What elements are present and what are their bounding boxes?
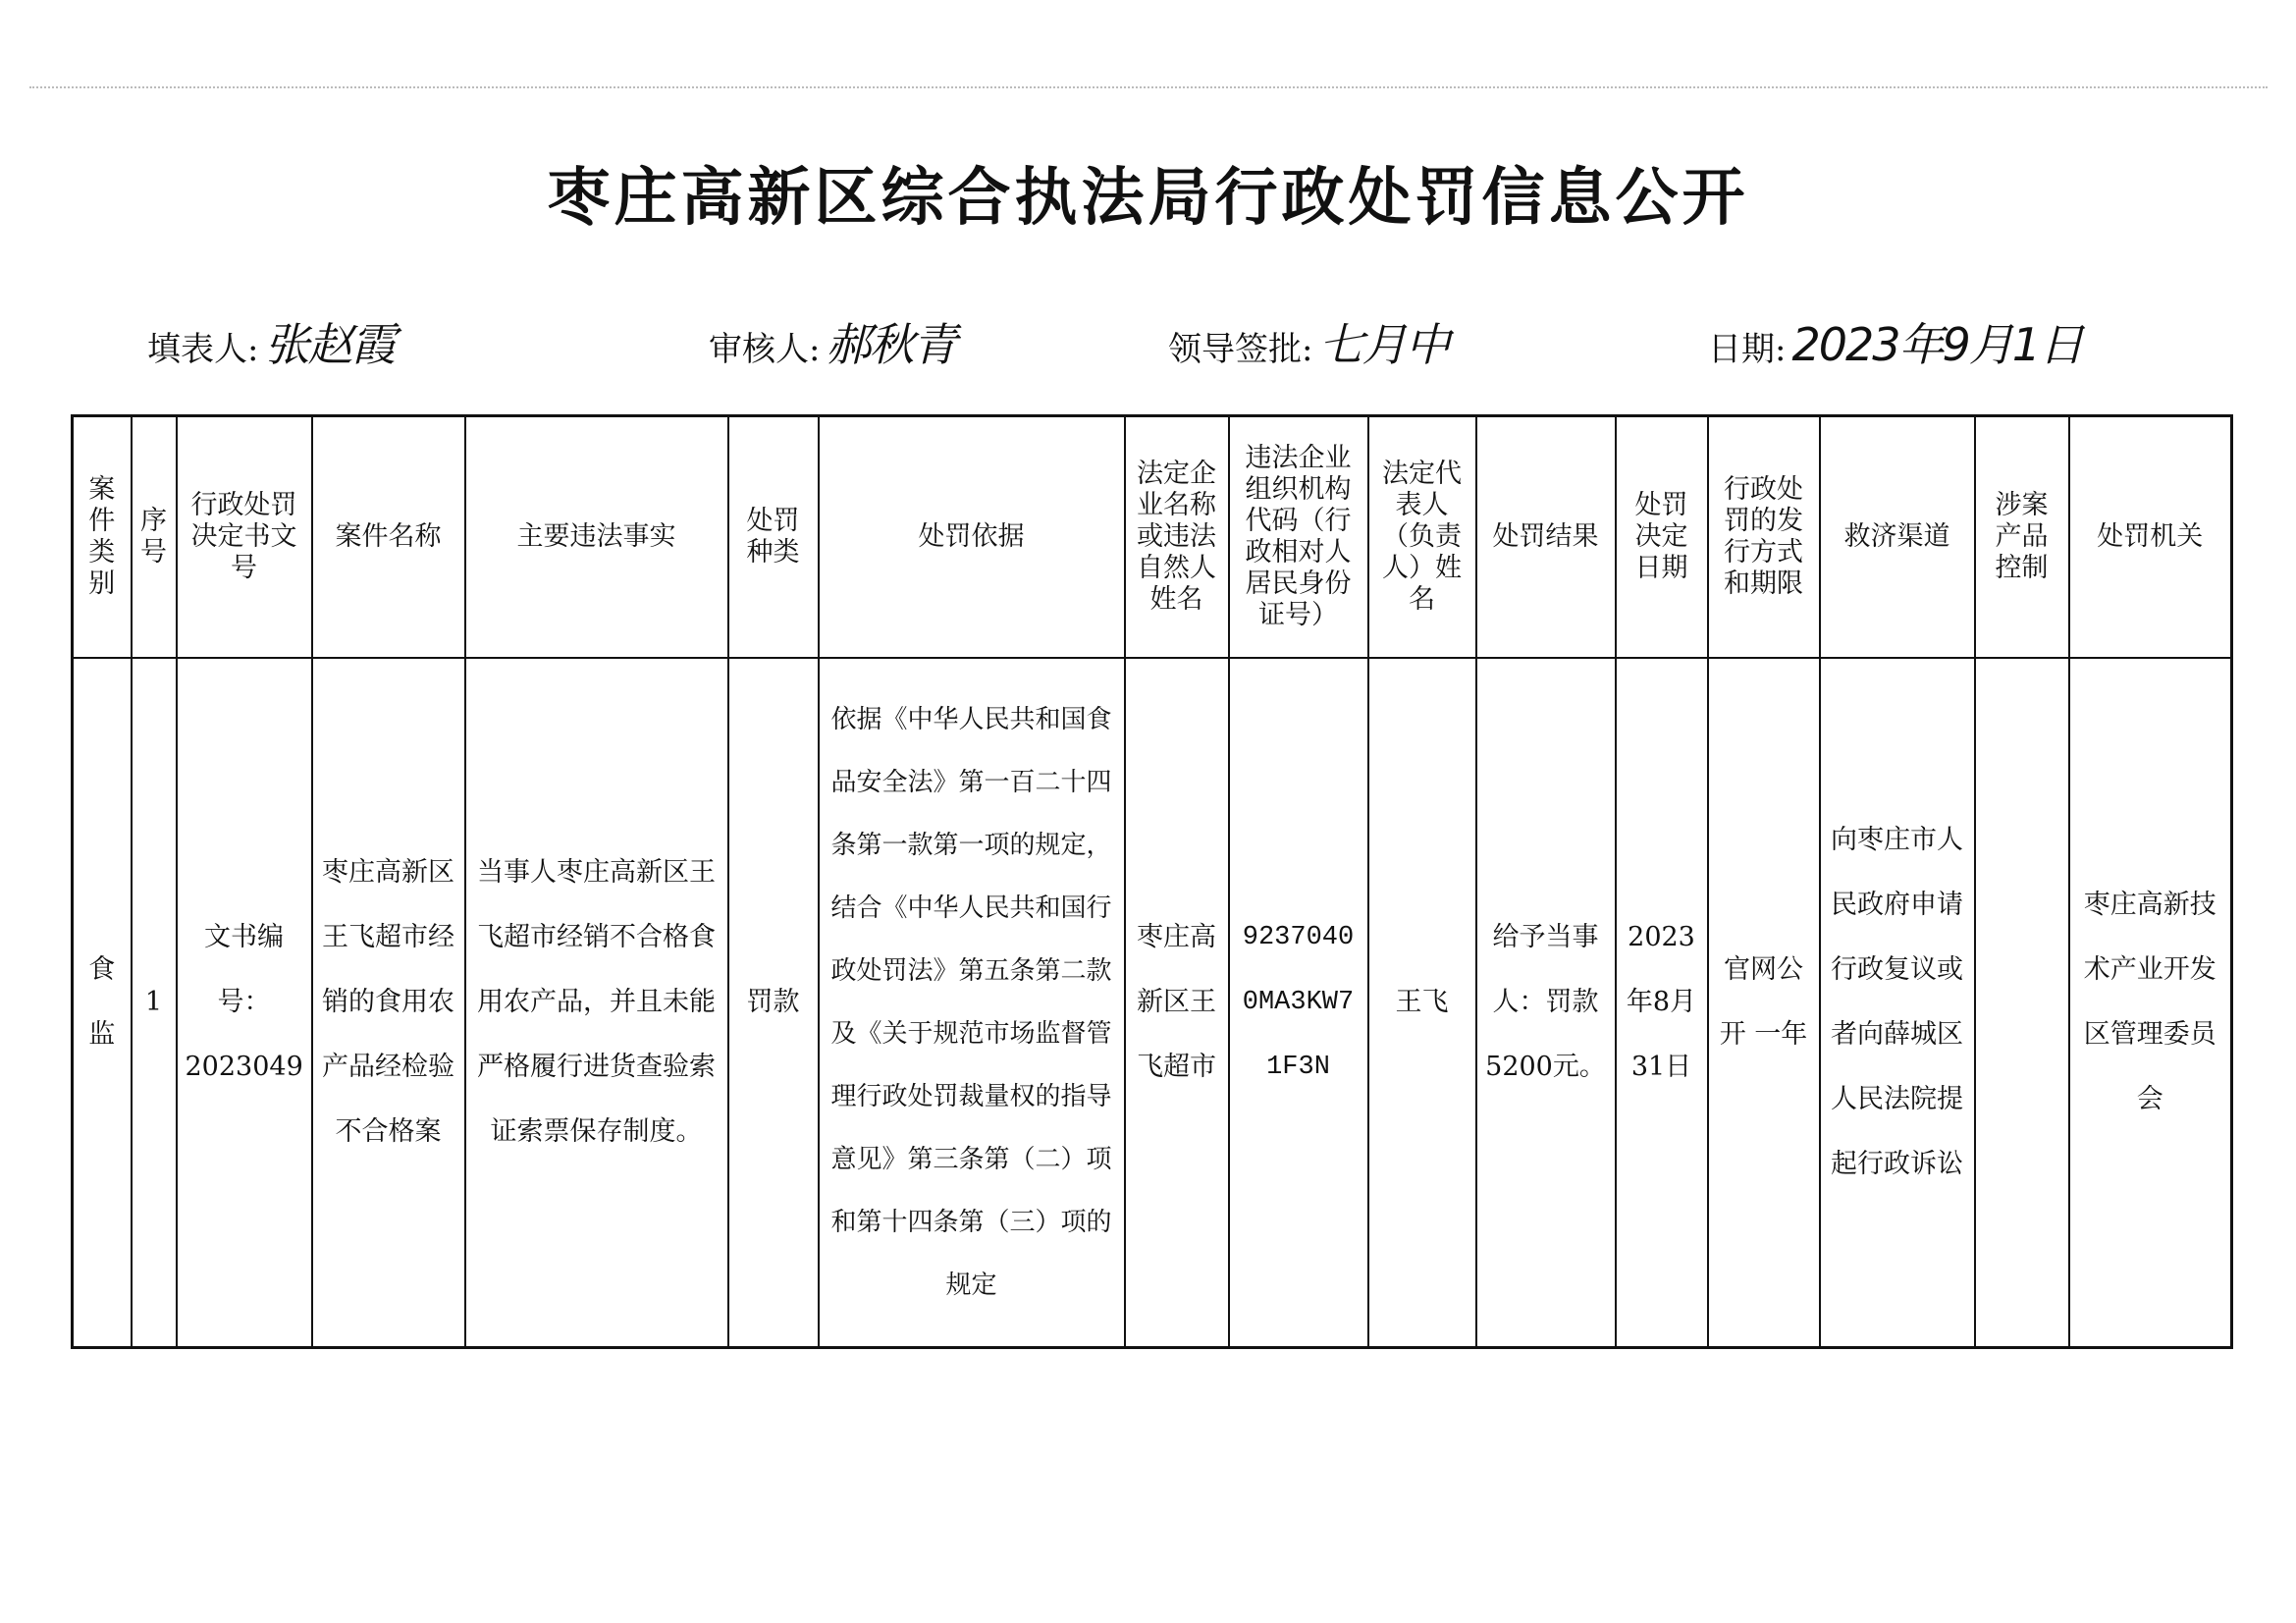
col-header-party-name: 法定企业名称或违法自然人姓名 xyxy=(1125,416,1229,659)
table-row xyxy=(73,658,2232,1348)
col-header-remedy: 救济渠道 xyxy=(1820,416,1975,659)
col-header-seq: 序号 xyxy=(132,416,177,659)
filler-label: 填表人: xyxy=(147,330,259,369)
scan-artifact-line xyxy=(29,86,2268,94)
date-value: 2023年9月1日 xyxy=(1791,318,2083,371)
cell-category: 食监 xyxy=(73,658,132,1348)
col-header-doc-no: 行政处罚决定书文号 xyxy=(177,416,312,659)
page-title: 枣庄高新区综合执法局行政处罚信息公开 xyxy=(547,162,1749,235)
reviewer-field xyxy=(709,309,955,374)
reviewer-signature: 郝秋青 xyxy=(826,318,956,371)
col-header-basis: 处罚依据 xyxy=(819,416,1125,659)
col-header-penalty-type: 处罚种类 xyxy=(728,416,819,659)
cell-seq: 1 xyxy=(132,658,177,1348)
table-header-row xyxy=(73,416,2232,659)
cell-doc-no: 文书编号：2023049 xyxy=(177,658,312,1348)
cell-remedy: 向枣庄市人民政府申请行政复议或者向薛城区人民法院提起行政诉讼 xyxy=(1820,658,1975,1348)
col-header-authority: 处罚机关 xyxy=(2069,416,2232,659)
col-header-category: 案件类别 xyxy=(73,416,132,659)
cell-authority: 枣庄高新技术产业开发区管理委员会 xyxy=(2069,658,2232,1348)
col-header-org-code: 违法企业组织机构代码（行政相对人居民身份证号） xyxy=(1229,416,1368,659)
cell-party-name: 枣庄高新区王飞超市 xyxy=(1125,658,1229,1348)
filler-field xyxy=(147,309,394,374)
cell-case-name: 枣庄高新区王飞超市经销的食用农产品经检验不合格案 xyxy=(312,658,465,1348)
leader-field xyxy=(1168,309,1448,374)
col-header-case-name: 案件名称 xyxy=(312,416,465,659)
col-header-publish-method: 行政处罚的发行方式和期限 xyxy=(1708,416,1820,659)
cell-product-control xyxy=(1975,658,2069,1348)
cell-basis: 依据《中华人民共和国食品安全法》第一百二十四条第一款第一项的规定，结合《中华人民共和国行政处罚法》第五条第二款及《关于规范市场监督管理行政处罚裁量权的指导意见》第三条第（二）项和第十四条第（三）项的规定 xyxy=(819,658,1125,1348)
cell-penalty-type: 罚款 xyxy=(728,658,819,1348)
col-header-decision-date: 处罚决定日期 xyxy=(1616,416,1708,659)
cell-org-code: 92370400MA3KW71F3N xyxy=(1229,658,1368,1348)
col-header-result: 处罚结果 xyxy=(1476,416,1616,659)
col-header-legal-rep: 法定代表人（负责人）姓名 xyxy=(1368,416,1476,659)
leader-signature: 七月中 xyxy=(1318,318,1449,371)
cell-facts: 当事人枣庄高新区王飞超市经销不合格食用农产品，并且未能严格履行进货查验索证索票保存制度。 xyxy=(465,658,728,1348)
col-header-product-control: 涉案产品控制 xyxy=(1975,416,2069,659)
leader-label: 领导签批: xyxy=(1168,330,1313,369)
col-header-facts: 主要违法事实 xyxy=(465,416,728,659)
cell-result: 给予当事人：罚款5200元。 xyxy=(1476,658,1616,1348)
date-field xyxy=(1708,309,2082,374)
date-label: 日期: xyxy=(1708,330,1787,369)
filler-signature: 张赵霞 xyxy=(264,318,395,371)
cell-decision-date: 2023年8月31日 xyxy=(1616,658,1708,1348)
reviewer-label: 审核人: xyxy=(709,330,821,369)
cell-publish-method: 官网公开 一年 xyxy=(1708,658,1820,1348)
cell-legal-rep: 王飞 xyxy=(1368,658,1476,1348)
penalty-info-table xyxy=(71,414,2233,1349)
